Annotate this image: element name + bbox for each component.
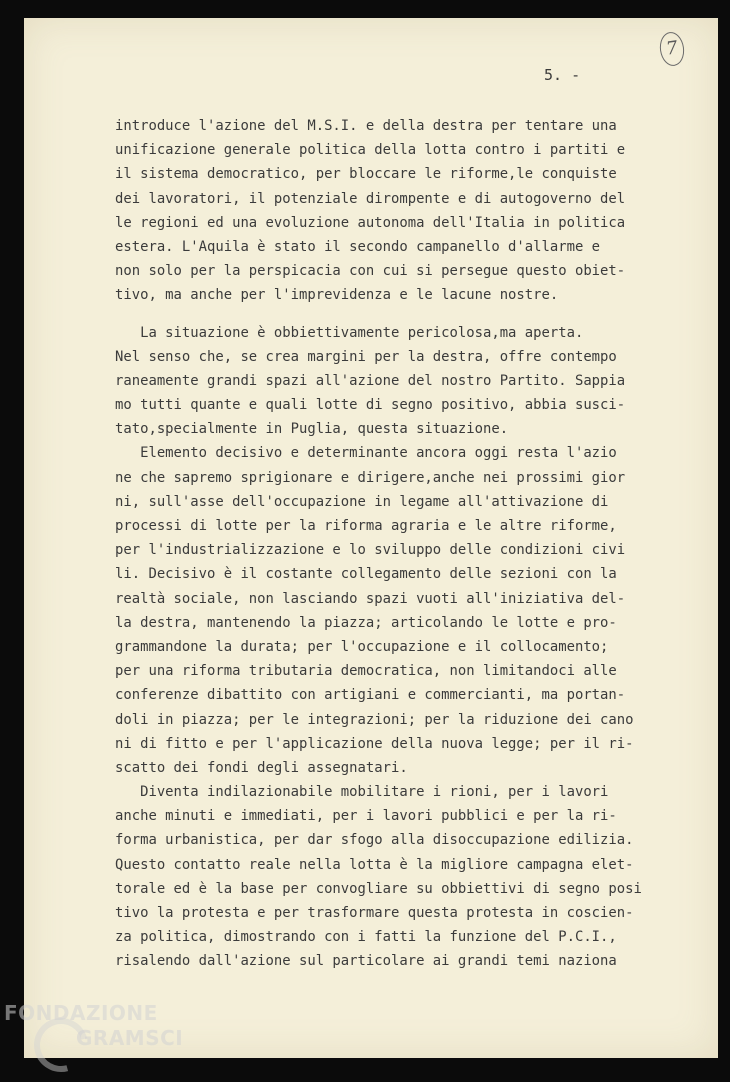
text-line: non solo per la perspicacia con cui si persegue questo obiet- <box>115 263 626 280</box>
text-line: per una riforma tributaria democratica, non limitandoci alle <box>115 663 617 680</box>
text-line: Questo contatto reale nella lotta è la migliore campagna elet- <box>115 856 634 873</box>
text-line: forma urbanistica, per dar sfogo alla disoccupazione edilizia. <box>115 832 634 849</box>
paragraph-4 <box>115 780 642 974</box>
text-line: ne che sapremo sprigionare e dirigere,anche nei prossimi gior <box>115 469 626 486</box>
text-line: anche minuti e immediati, per i lavori pubblici e per la ri- <box>115 808 617 825</box>
text-line: processi di lotte per la riforma agraria e le altre riforme, <box>115 518 617 534</box>
text-line: per l'industrializzazione e lo sviluppo delle condizioni civi <box>115 542 626 559</box>
paragraph-3 <box>115 441 635 780</box>
text-line: tato,specialmente in Puglia, questa situazione. <box>115 421 509 438</box>
text-line: estera. L'Aquila è stato il secondo campanello d'allarme e <box>115 238 601 255</box>
text-line: La situazione è obbiettivamente pericolosa,ma aperta. <box>115 324 584 341</box>
text-line: scatto dei fondi degli assegnatari. <box>115 759 408 776</box>
document-page <box>24 18 718 1058</box>
text-line: Elemento decisivo e determinante ancora oggi resta l'azio <box>115 445 617 462</box>
text-line: za politica, dimostrando con i fatti la funzione del P.C.I., <box>115 929 617 946</box>
watermark-line-2: GRAMSCI <box>76 1026 184 1050</box>
paragraph-1 <box>115 114 635 308</box>
text-line: doli in piazza; per le integrazioni; per la riduzione dei cano <box>115 711 634 728</box>
text-line: tivo la protesta e per trasformare questa protesta in coscien- <box>115 905 634 921</box>
text-line: mo tutti quante e quali lotte di segno positivo, abbia susci- <box>115 397 626 414</box>
fondazione-gramsci-watermark <box>4 996 194 1076</box>
text-line: conferenze dibattito con artigiani e commercianti, ma portan- <box>115 687 626 704</box>
paragraph-2 <box>115 321 635 442</box>
text-line: grammandone la durata; per l'occupazione e il collocamento; <box>115 638 609 655</box>
page-number: 5. - <box>544 66 581 84</box>
text-line: le regioni ed una evoluzione autonoma dell'Italia in politica <box>115 214 626 231</box>
text-line: la destra, mantenendo la piazza; articolando le lotte e pro- <box>115 614 617 631</box>
text-line: li. Decisivo è il costante collegamento delle sezioni con la <box>115 566 617 583</box>
text-line: dei lavoratori, il potenziale dirompente e di autogoverno del <box>115 190 626 207</box>
watermark-line-1: FONDAZIONE <box>4 1001 158 1025</box>
typewritten-body <box>115 114 642 974</box>
text-line: torale ed è la base per convogliare su obbiettivi di segno posi <box>115 880 642 897</box>
text-line: ni di fitto e per l'applicazione della nuova legge; per il ri- <box>115 735 634 752</box>
text-line: introduce l'azione del M.S.I. e della destra per tentare una <box>115 118 617 134</box>
text-line: Nel senso che, se crea margini per la destra, offre contempo <box>115 348 617 365</box>
text-line: realtà sociale, non lasciando spazi vuoti all'iniziativa del- <box>115 590 626 607</box>
text-line: risalendo dall'azione sul particolare ai grandi temi naziona <box>115 953 617 970</box>
text-line: tivo, ma anche per l'imprevidenza e le lacune nostre. <box>115 287 559 304</box>
text-line: unificazione generale politica della lotta contro i partiti e <box>115 142 626 159</box>
text-line: raneamente grandi spazi all'azione del nostro Partito. Sappia <box>115 372 626 389</box>
text-line: ni, sull'asse dell'occupazione in legame all'attivazione di <box>115 493 609 510</box>
text-line: il sistema democratico, per bloccare le riforme,le conquiste <box>115 166 617 183</box>
text-line: Diventa indilazionabile mobilitare i rioni, per i lavori <box>115 784 609 801</box>
archive-mark: 7 <box>658 30 686 67</box>
